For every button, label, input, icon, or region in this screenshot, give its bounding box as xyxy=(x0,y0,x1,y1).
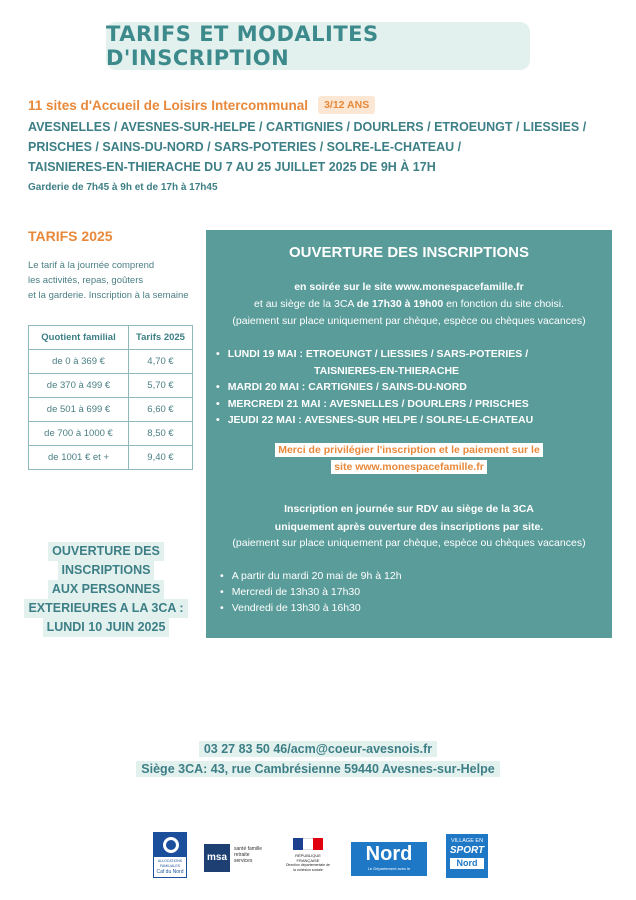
table-row xyxy=(29,398,193,422)
tarifs-desc-line: et la garderie. Inscription à la semaine xyxy=(28,290,189,301)
exterieurs-line: AUX PERSONNES xyxy=(48,580,164,599)
tarifs-desc-line: les activités, repas, goûters xyxy=(28,275,144,286)
date-continuation: TAISNIERES-EN-THIERACHE xyxy=(314,364,460,377)
sites-line: PRISCHES / SAINS-DU-NORD / SARS-POTERIES / SOLRE-LE-CHATEAU / xyxy=(28,140,462,154)
table-header-row xyxy=(29,326,193,350)
dates-list xyxy=(216,346,606,429)
date-text: MERCREDI 21 MAI : AVESNELLES / DOURLERS / PRISCHES xyxy=(227,397,529,410)
contact-address xyxy=(0,762,636,776)
sites-line: AVESNELLES / AVESNES-SUR-HELPE / CARTIGNIES / DOURLERS / ETROEUNGT / LIESSIES / xyxy=(28,120,587,134)
column-header: Tarifs 2025 xyxy=(129,326,193,350)
siege-text xyxy=(206,297,612,311)
journee-text: uniquement après ouverture des inscriptions par site. xyxy=(274,521,544,533)
siege-pre: et au siège de la 3CA xyxy=(254,298,357,310)
tarif-cell: 8,50 € xyxy=(129,422,193,446)
exterieurs-line: INSCRIPTIONS xyxy=(58,561,155,580)
list-item xyxy=(216,379,606,396)
column-header: Quotient familial xyxy=(29,326,129,350)
page-title: TARIFS ET MODALITES D'INSCRIPTION xyxy=(106,22,530,70)
tarifs-description xyxy=(28,258,208,303)
soiree-text: en soirée sur le site www.monespacefamille.fr xyxy=(294,281,524,293)
table-row xyxy=(29,422,193,446)
date-text: JEUDI 22 MAI : AVESNES-SUR HELPE / SOLRE-LE-CHATEAU xyxy=(227,414,534,426)
nord-departement-logo: Nord Le Département avec le xyxy=(351,842,427,876)
sites-heading xyxy=(28,96,375,114)
inscriptions-panel xyxy=(206,230,612,638)
horaires-list xyxy=(220,568,610,616)
tarif-cell: 5,70 € xyxy=(129,374,193,398)
date-text: LUNDI 19 MAI : ETROEUNGT / LIESSIES / SARS-POTERIES / xyxy=(227,348,529,360)
list-item: • A partir du mardi 20 mai de 9h à 12h xyxy=(220,568,610,584)
tarif-cell: 4,70 € xyxy=(129,350,193,374)
table-row xyxy=(29,374,193,398)
panel-title: OUVERTURE DES INSCRIPTIONS xyxy=(288,244,530,261)
contact-line: 03 27 83 50 46/acm@coeur-avesnois.fr xyxy=(199,741,437,757)
journee-text: Inscription en journée sur RDV au siège de la 3CA xyxy=(284,503,534,515)
exterieurs-line: LUNDI 10 JUIN 2025 xyxy=(43,618,170,637)
merci-line: site www.monespacefamille.fr xyxy=(331,460,487,474)
merci-notice xyxy=(256,442,562,476)
tarifs-desc-line: Le tarif à la journée comprend xyxy=(28,260,155,271)
msa-logo: msa santé famille retraite services xyxy=(204,844,268,872)
quotient-cell: de 0 à 369 € xyxy=(29,350,129,374)
table-row xyxy=(29,350,193,374)
contact-line: Siège 3CA: 43, rue Cambrésienne 59440 Avesnes-sur-Helpe xyxy=(136,761,499,777)
siege-post: en fonction du site choisi. xyxy=(443,298,564,310)
paiement-text: (paiement sur place uniquement par chèque, espèce ou chèques vacances) xyxy=(232,537,586,549)
quotient-cell: de 370 à 499 € xyxy=(29,374,129,398)
list-item: • Vendredi de 13h30 à 16h30 xyxy=(220,600,610,616)
date-text: MARDI 20 MAI : CARTIGNIES / SAINS-DU-NORD xyxy=(227,381,467,393)
list-item xyxy=(216,346,606,379)
list-item: • Mercredi de 13h30 à 17h30 xyxy=(220,584,610,600)
list-item xyxy=(216,412,606,429)
quotient-cell: de 1001 € et + xyxy=(29,446,129,470)
partner-logos xyxy=(0,830,636,880)
tarifs-title: TARIFS 2025 xyxy=(28,228,113,244)
tarifs-table xyxy=(28,325,193,470)
republique-francaise-logo: RÉPUBLIQUE FRANÇAISE Direction départementale de la cohésion sociale xyxy=(286,838,330,872)
contact-phone-email xyxy=(0,742,636,756)
caf-logo: ALLOCATIONS FAMILIALES Caf du Nord xyxy=(153,832,187,878)
list-item xyxy=(216,396,606,413)
exterieurs-notice xyxy=(20,542,192,637)
tarif-cell: 9,40 € xyxy=(129,446,193,470)
merci-line: Merci de privilégier l'inscription et le paiement sur le xyxy=(275,443,543,457)
garderie-text: Garderie de 7h45 à 9h et de 17h à 17h45 xyxy=(28,182,218,193)
exterieurs-line: OUVERTURE DES xyxy=(48,542,164,561)
village-en-sport-logo: VILLAGE EN SPORT Nord xyxy=(446,834,488,878)
exterieurs-line: EXTERIEURES A LA 3CA : xyxy=(24,599,187,618)
quotient-cell: de 700 à 1000 € xyxy=(29,422,129,446)
sites-line: TAISNIERES-EN-THIERACHE DU 7 AU 25 JUILLET 2025 DE 9H À 17H xyxy=(28,160,436,174)
quotient-cell: de 501 à 699 € xyxy=(29,398,129,422)
tarif-cell: 6,60 € xyxy=(129,398,193,422)
table-row xyxy=(29,446,193,470)
sites-heading-text: 11 sites d'Accueil de Loisirs Intercommunal xyxy=(28,97,309,113)
age-badge: 3/12 ANS xyxy=(318,96,375,114)
sites-list xyxy=(28,117,598,177)
siege-hours: de 17h30 à 19h00 xyxy=(356,298,444,310)
paiement-text: (paiement sur place uniquement par chèque, espèce ou chèques vacances) xyxy=(232,315,586,327)
